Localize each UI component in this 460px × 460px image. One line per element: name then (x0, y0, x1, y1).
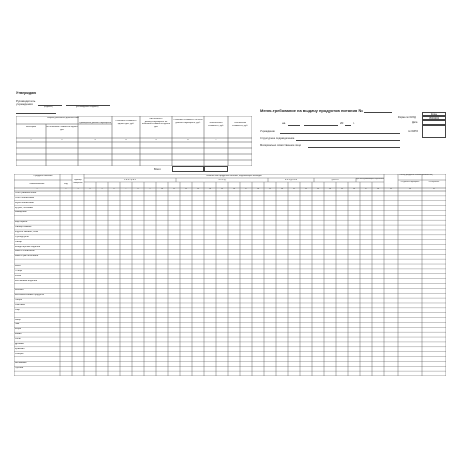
grid-column-number: 30 (409, 188, 411, 191)
grid-column-number: 18 (257, 188, 259, 191)
grid-row-name: Фрукты свежие, соки (15, 230, 39, 233)
grid-row-name: Сметана (15, 303, 25, 306)
grid-column-number: 6 (113, 188, 115, 191)
grid-lunch-header: о б е д (218, 178, 226, 181)
grid-column-number: 29 (390, 188, 392, 191)
grid-column-number: 25 (341, 188, 343, 191)
grid-row-name: Сахар (15, 240, 22, 243)
grid-row-name: Какао (15, 333, 22, 336)
grid-column-number: 17 (245, 188, 247, 191)
grid-row-name: Хлеб пшеничный (15, 196, 35, 199)
grid-row-name: Кисломолочные продукты (15, 294, 44, 297)
responsible-line[interactable] (308, 147, 400, 148)
grid-row-name: Рыба (15, 274, 21, 277)
grid-row-name: Сухофрукты (15, 235, 29, 238)
top-header-deviation: Отклонение стоимости, руб. (232, 122, 248, 127)
sign-caption: (подпись) (44, 106, 53, 108)
grid-column-number: 23 (317, 188, 319, 191)
grid-row-name: Хлеб ржаной/пшен. (15, 192, 37, 194)
top-total-cell-1[interactable] (172, 166, 204, 172)
top-header-total: Суммарный довольствующихся (78, 122, 112, 124)
top-colnum-1: 1 (30, 138, 32, 141)
date-prefix: на (282, 121, 286, 125)
okpo-code-cell[interactable] (422, 125, 446, 138)
grid-column-number: 11 (173, 188, 175, 191)
grid-column-number: 3 (77, 188, 79, 191)
grid-row-name: Мука пшеничная (15, 201, 34, 204)
date-day-line[interactable] (288, 125, 300, 126)
grid-column-number: 9 (149, 188, 151, 191)
division-line[interactable] (296, 140, 400, 141)
top-header-norm: Норма денежного довольствия (47, 117, 79, 119)
grid-column-number: 12 (185, 188, 187, 191)
grid-row-name: Овощи свежие (15, 226, 32, 229)
grid-column-number: 26 (353, 188, 355, 191)
document-title-text: Меню-требование на выдачу продуктов питания № (260, 108, 363, 113)
top-total-cell-2[interactable] (204, 166, 228, 172)
grid-row-name: Дрожжи (15, 342, 24, 345)
grid-row-name: Кондитерские изделия (15, 245, 41, 248)
grid-column-number: 21 (293, 188, 295, 191)
top-colnum-2: 2 (61, 138, 63, 141)
codes-header: Коды (422, 112, 446, 116)
okpo-label: по ОКПО (408, 130, 419, 133)
top-colnum-4: 4 (125, 138, 127, 141)
grid-column-number: 7 (125, 188, 127, 191)
top-colnum-6: 6 (187, 138, 189, 141)
grid-code-header: код (64, 183, 68, 185)
document-number-line[interactable] (364, 108, 392, 113)
top-total-label: Всего (154, 168, 161, 171)
top-header-plan-cost: Плановая стоимость одного дня, руб. (115, 120, 137, 125)
document-title (260, 108, 392, 113)
grid-row-name: Молоко (15, 289, 24, 292)
top-subheader-category: категорий (26, 126, 36, 128)
grid-row-name: Прочие (15, 367, 24, 370)
grid-row-name: Кофе (15, 328, 22, 331)
products-grid (14, 174, 446, 376)
top-header-fact: Фактическая стоимость, руб. (208, 122, 224, 127)
top-header-count: Численность довольствующихся по плановой стоимости одного дня (141, 118, 171, 128)
grid-column-number: 13 (197, 188, 199, 191)
grid-row-name: Колбасные изделия (15, 279, 37, 282)
grid-row-name: Картофель (15, 221, 28, 224)
top-colnum-5: 5 (155, 138, 157, 141)
date-suffix: г. (353, 121, 355, 125)
grid-issue-sub1: на довольствующихся (400, 181, 420, 183)
top-header-plan-all: Плановая стоимость на всех довольствующихся, руб. (173, 119, 203, 124)
grid-column-number: 20 (281, 188, 283, 191)
grid-column-number: 31 (433, 188, 435, 191)
grid-extra-header: для обслуживающего персонала (356, 178, 384, 180)
grid-column-number: 28 (377, 188, 379, 191)
grid-column-number: 15 (221, 188, 223, 191)
grid-name-header: наименование (29, 183, 45, 185)
grid-row-name: Яйцо (15, 318, 21, 321)
grid-column-number: 1 (36, 188, 38, 191)
grid-row-name: Творог (15, 299, 23, 302)
grid-row-name: Макароны (15, 211, 27, 214)
grid-row-name: Витамины (15, 362, 27, 365)
grid-row-name: Масло сливочное (15, 250, 35, 253)
grid-border (14, 174, 446, 376)
grid-row-name: Соль (15, 338, 21, 341)
top-colnum-7: 7 (215, 138, 217, 141)
grid-quantity-header: Количество продуктов питания, подлежащих закладке (206, 174, 262, 177)
approve-title: Утверждаю (16, 91, 37, 95)
grid-issue-header: Расход продуктов питания (количество) (399, 174, 433, 177)
grid-column-number: 19 (269, 188, 271, 191)
grid-row-name: Специи (15, 352, 24, 355)
grid-issue-sub2: на персонал (428, 181, 440, 183)
date-year-line[interactable] (345, 125, 351, 126)
grid-row-name: Сыр (15, 308, 20, 311)
grid-row-name: Крахмал (15, 347, 25, 350)
grid-row-name: Мясо (15, 265, 21, 268)
grid-column-number: 27 (365, 188, 367, 191)
grid-column-number: 14 (209, 188, 211, 191)
grid-snack-header: п о л д н и к (285, 178, 297, 181)
top-subheader-plan: по плановой стоимости одного дня (46, 126, 78, 131)
grid-column-number: 10 (161, 188, 163, 191)
division-label: Структурное подразделение (260, 137, 295, 140)
grid-column-number: 24 (329, 188, 331, 191)
form-label: Форма по ОКУД (398, 116, 416, 119)
grid-row-name: Птица (15, 269, 22, 272)
grid-column-number: 2 (65, 188, 67, 191)
responsible-label: Материально ответственное лицо (260, 144, 302, 147)
grid-column-number: 4 (89, 188, 91, 191)
approve-date-line[interactable] (16, 113, 56, 114)
grid-row-name: Чай (15, 323, 20, 326)
grid-column-number: 5 (101, 188, 103, 191)
top-colnum-3: 3 (94, 138, 96, 141)
grid-dinner-header: у ж и н (331, 178, 339, 181)
institution-label: Учреждение (260, 130, 275, 133)
date-year: 20 (340, 121, 344, 125)
grid-column-number: 16 (233, 188, 235, 191)
date-month-line[interactable] (304, 125, 338, 126)
institution-line[interactable] (280, 133, 400, 134)
grid-product-header: Продукты питания (33, 175, 53, 177)
grid-row-name: Крупы, бобовые (15, 206, 33, 209)
grid-row-name: Масло растительное (15, 255, 39, 258)
name-caption: (расшифровка подписи) (76, 106, 99, 108)
requisition-form-sheet (14, 86, 446, 376)
form-code-cell: 0504202 (422, 116, 446, 120)
date-label: Дата (412, 121, 418, 124)
grid-unit-header: Единица измерения (73, 179, 83, 184)
grid-breakfast-header: з а в т р а к (124, 178, 136, 181)
grid-column-number: 8 (137, 188, 139, 191)
head-label: Руководитель учреждения (16, 99, 36, 107)
grid-column-number: 22 (305, 188, 307, 191)
